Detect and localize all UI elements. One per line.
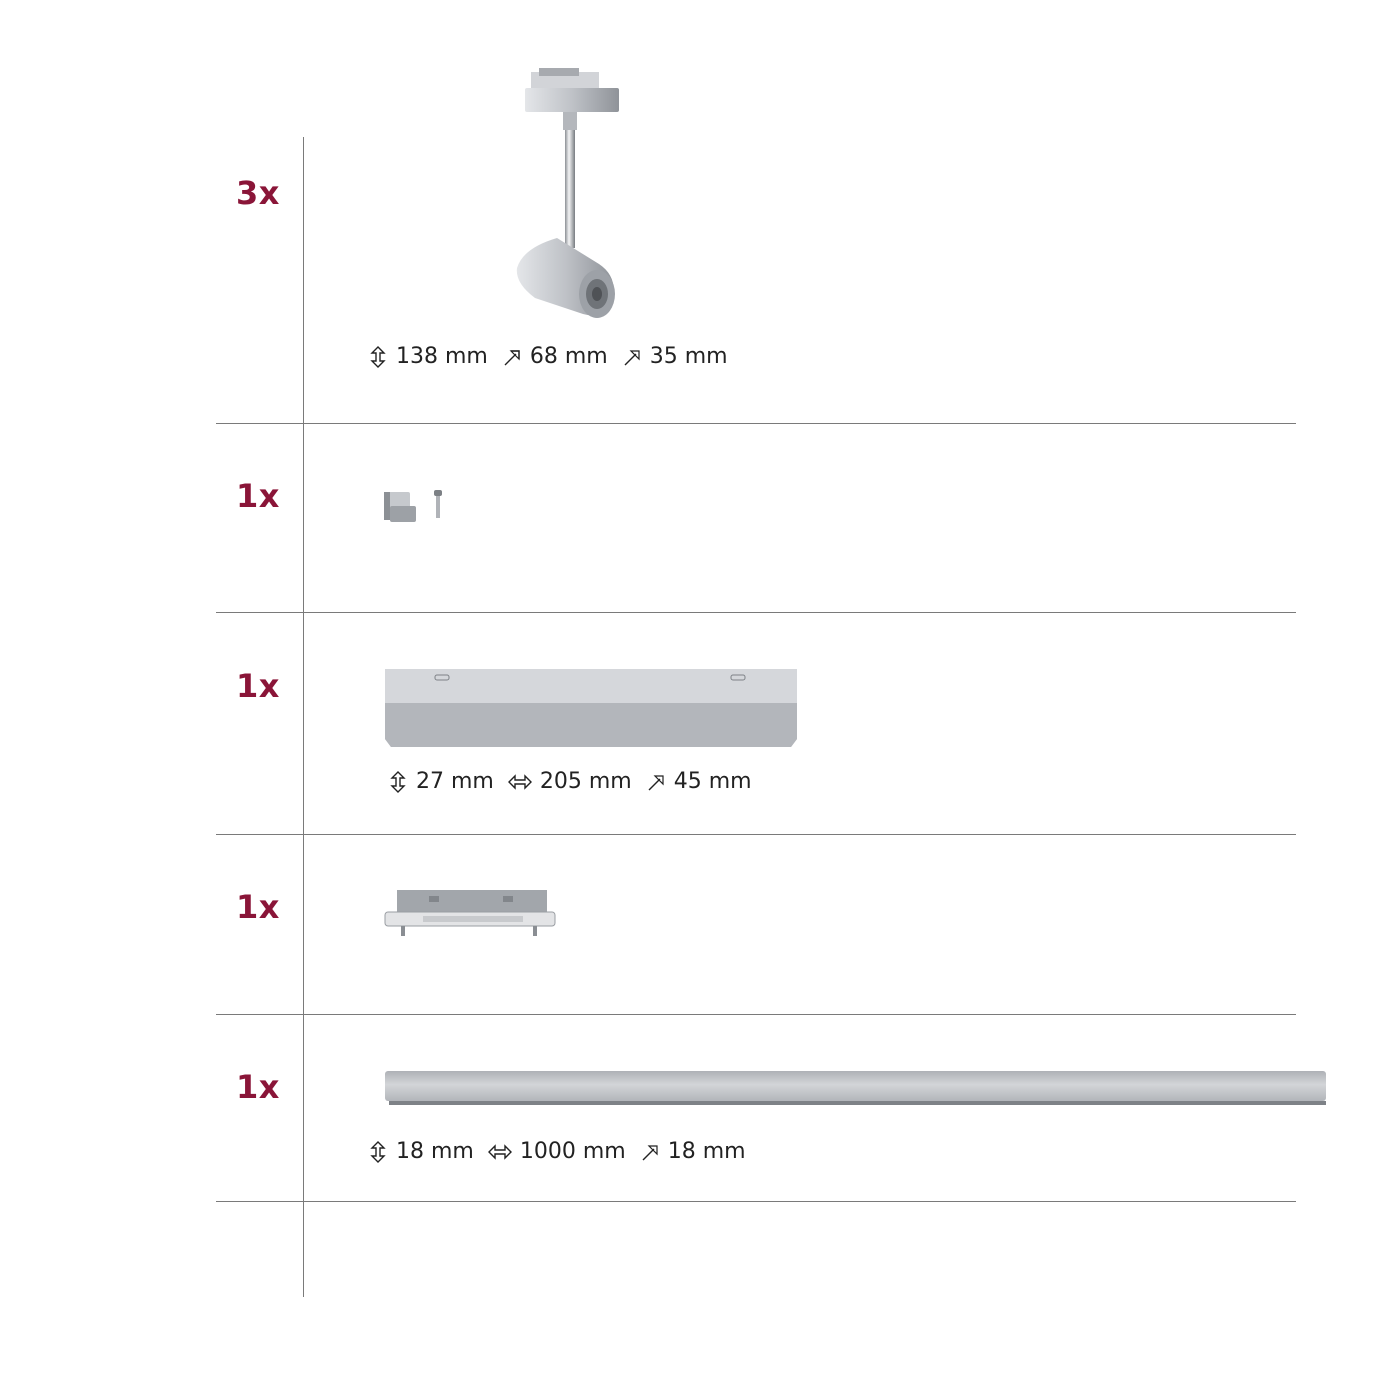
end-cap-image <box>380 486 460 526</box>
height-arrows-icon <box>368 1141 388 1163</box>
diagonal-arrow-icon <box>640 1141 660 1163</box>
dimensions <box>388 769 752 794</box>
row-divider <box>216 1014 1296 1015</box>
depth-value: 45 mm <box>673 769 752 794</box>
height-arrows-icon <box>368 346 388 368</box>
column-divider <box>303 137 304 1297</box>
row-divider <box>216 834 1296 835</box>
diagonal-arrow-icon <box>622 346 642 368</box>
height-value: 27 mm <box>416 769 494 794</box>
dimensions <box>368 1139 746 1164</box>
quantity-label: 1x <box>236 1068 280 1106</box>
width-value: 1000 mm <box>519 1139 626 1164</box>
depth-value: 18 mm <box>667 1139 746 1164</box>
width-value: 68 mm <box>529 344 608 369</box>
quantity-label: 1x <box>236 888 280 926</box>
connector-image <box>383 886 558 938</box>
width-arrows-icon <box>508 771 532 793</box>
row-divider <box>216 423 1296 424</box>
quantity-label: 1x <box>236 667 280 705</box>
power-supply-image <box>385 669 797 749</box>
height-value: 18 mm <box>396 1139 474 1164</box>
quantity-label: 3x <box>236 174 280 212</box>
depth-value: 35 mm <box>649 344 728 369</box>
spotlight-image <box>505 68 635 330</box>
rail-image <box>385 1069 1326 1109</box>
row-divider <box>216 1201 1296 1202</box>
diagonal-arrow-icon <box>502 346 522 368</box>
height-arrows-icon <box>388 771 408 793</box>
dimensions <box>368 344 728 369</box>
quantity-label: 1x <box>236 477 280 515</box>
diagonal-arrow-icon <box>646 771 666 793</box>
width-value: 205 mm <box>539 769 632 794</box>
width-arrows-icon <box>488 1141 512 1163</box>
row-divider <box>216 612 1296 613</box>
height-value: 138 mm <box>396 344 488 369</box>
